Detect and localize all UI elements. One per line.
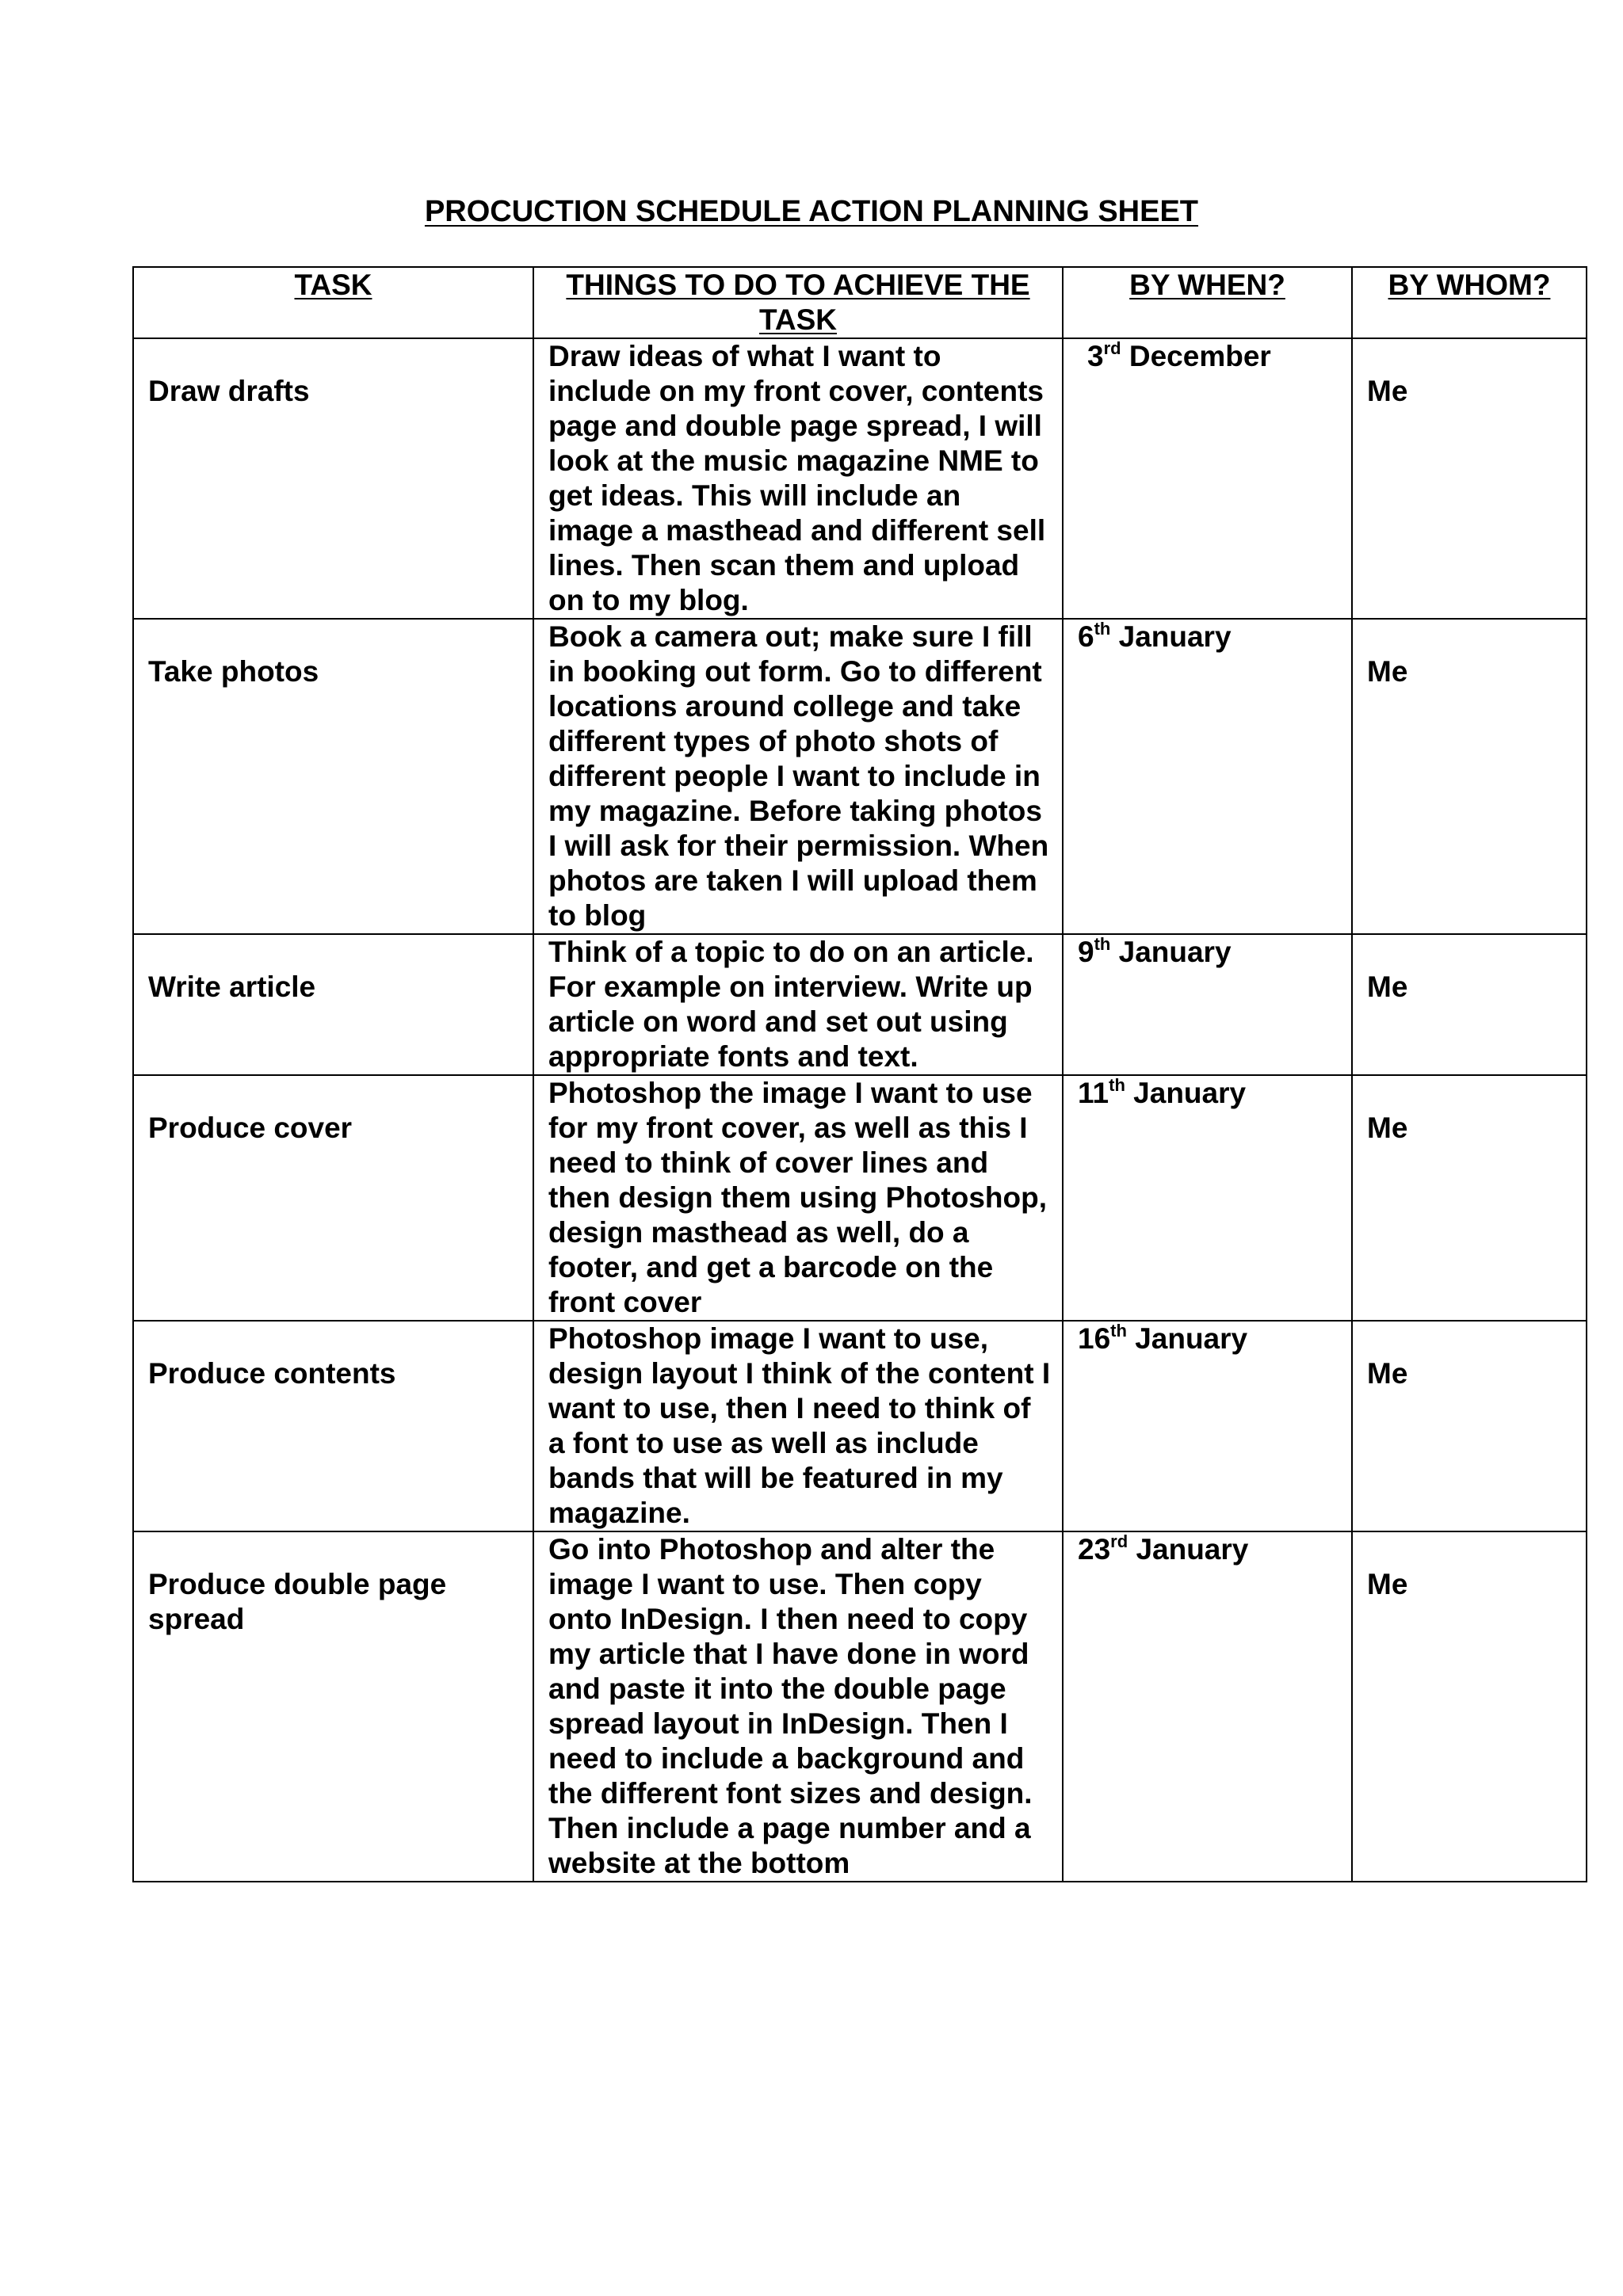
when-ordinal: th: [1094, 618, 1111, 639]
whom-text: Me: [1367, 655, 1408, 688]
header-things-label: THINGS TO DO TO ACHIEVE THE TASK: [566, 269, 1030, 336]
whom-text: Me: [1367, 971, 1408, 1003]
when-ordinal: rd: [1103, 338, 1121, 358]
when-cell: [1063, 338, 1352, 619]
when-ordinal: th: [1094, 933, 1111, 954]
table-row: [133, 934, 1587, 1075]
header-things-to-do: [533, 267, 1063, 338]
when-day: 16: [1078, 1322, 1111, 1355]
task-text: Produce cover: [148, 1112, 353, 1144]
whom-cell: [1352, 1321, 1587, 1531]
table-row: [133, 1075, 1587, 1321]
header-by-when-label: BY WHEN?: [1129, 269, 1285, 301]
when-month: January: [1133, 1077, 1247, 1109]
when-cell: [1063, 1531, 1352, 1882]
task-text: Produce contents: [148, 1357, 396, 1390]
when-day: 9: [1078, 936, 1094, 968]
when-day: 23: [1078, 1533, 1111, 1566]
when-month: January: [1136, 1533, 1249, 1566]
when-day: 6: [1078, 620, 1094, 653]
when-ordinal: th: [1109, 1074, 1125, 1095]
whom-text: Me: [1367, 1568, 1408, 1600]
header-task-label: TASK: [294, 269, 372, 301]
table-row: [133, 1531, 1587, 1882]
task-text: Produce double page spread: [148, 1568, 447, 1635]
when-cell: [1063, 934, 1352, 1075]
task-cell: [133, 1531, 533, 1882]
task-cell: [133, 1075, 533, 1321]
document-title: PROCUCTION SCHEDULE ACTION PLANNING SHEET: [424, 195, 1199, 228]
task-cell: [133, 619, 533, 934]
whom-text: Me: [1367, 375, 1408, 407]
whom-cell: [1352, 338, 1587, 619]
when-cell: [1063, 1075, 1352, 1321]
when-cell: [1063, 619, 1352, 934]
header-task: [133, 267, 533, 338]
whom-cell: [1352, 934, 1587, 1075]
when-ordinal: rd: [1110, 1531, 1128, 1551]
when-cell: [1063, 1321, 1352, 1531]
table-row: [133, 619, 1587, 934]
action-planning-table: [132, 266, 1587, 1882]
things-cell: Photoshop image I want to use, design layout I think of the content I want to use, then I need to think of a font to use as well as include bands that will be featured in my magazine.: [533, 1321, 1063, 1531]
whom-cell: [1352, 619, 1587, 934]
when-month: December: [1128, 340, 1271, 372]
whom-cell: [1352, 1075, 1587, 1321]
header-by-whom-label: BY WHOM?: [1388, 269, 1551, 301]
task-text: Write article: [148, 971, 316, 1003]
task-cell: [133, 934, 533, 1075]
whom-text: Me: [1367, 1357, 1408, 1390]
when-day: 3: [1087, 340, 1104, 372]
when-month: January: [1118, 620, 1232, 653]
when-ordinal: th: [1110, 1320, 1127, 1341]
when-month: January: [1135, 1322, 1248, 1355]
when-month: January: [1118, 936, 1232, 968]
whom-text: Me: [1367, 1112, 1408, 1144]
header-by-whom: [1352, 267, 1587, 338]
task-text: Take photos: [148, 655, 319, 688]
things-cell: Go into Photoshop and alter the image I want to use. Then copy onto InDesign. I then need to copy my article that I have done in word and paste it into the double page spread layout in InDesign. Then I need to include a background and the different font sizes and design. Then include a page number and a website at the bottom: [533, 1531, 1063, 1882]
task-cell: [133, 338, 533, 619]
whom-cell: [1352, 1531, 1587, 1882]
things-cell: Book a camera out; make sure I fill in booking out form. Go to different locations around college and take different types of photo shots of different people I want to include in my magazine. Before taking photos I will ask for their permission. When photos are taken I will upload them to blog: [533, 619, 1063, 934]
table-row: [133, 1321, 1587, 1531]
task-cell: [133, 1321, 533, 1531]
when-day: 11: [1078, 1077, 1109, 1109]
things-cell: Think of a topic to do on an article. For example on interview. Write up article on word and set out using appropriate fonts and text.: [533, 934, 1063, 1075]
task-text: Draw drafts: [148, 375, 310, 407]
header-by-when: [1063, 267, 1352, 338]
things-cell: Draw ideas of what I want to include on my front cover, contents page and double page spread, I will look at the music magazine NME to get ideas. This will include an image a masthead and different sell lines. Then scan them and upload on to my blog.: [533, 338, 1063, 619]
things-cell: Photoshop the image I want to use for my front cover, as well as this I need to think of cover lines and then design them using Photoshop, design masthead as well, do a footer, and get a barcode on the front cover: [533, 1075, 1063, 1321]
table-row: [133, 338, 1587, 619]
header-row: [133, 267, 1587, 338]
